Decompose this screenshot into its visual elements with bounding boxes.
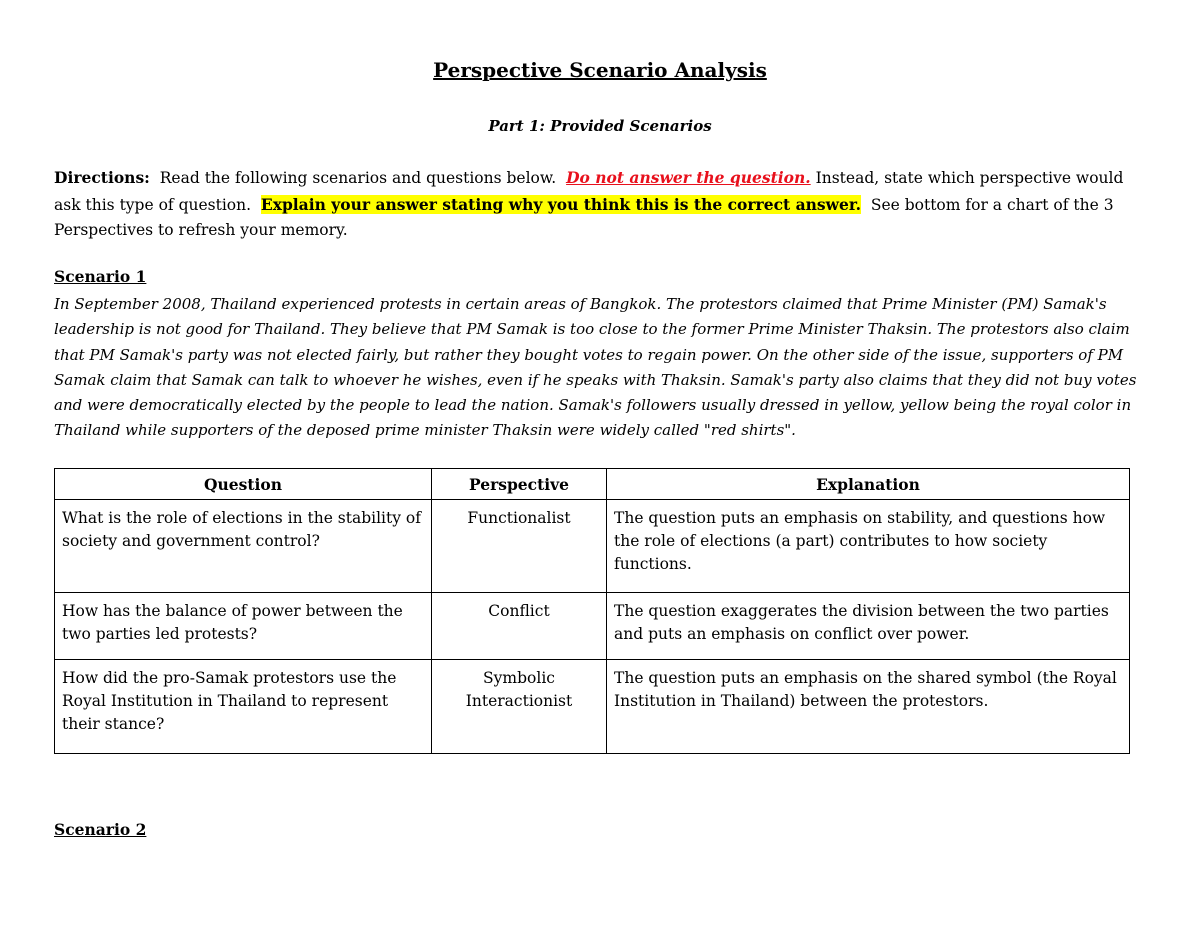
row-explanation: The question exaggerates the division between the two parties and puts an emphasis on conflict over power. xyxy=(607,593,1130,660)
row-perspective: Conflict xyxy=(432,593,607,660)
table-row xyxy=(55,593,1130,660)
table-row xyxy=(55,500,1130,593)
row-explanation: The question puts an emphasis on the shared symbol (the Royal Institution in Thailand) between the protestors. xyxy=(607,660,1130,754)
scenario-2-heading: Scenario 2 xyxy=(54,820,147,839)
scenario-1-heading: Scenario 1 xyxy=(54,267,147,286)
directions-paragraph xyxy=(54,165,1144,244)
perspective-table xyxy=(54,468,1130,754)
row-question: How has the balance of power between the two parties led protests? xyxy=(55,593,432,660)
scenario-1-text: In September 2008, Thailand experienced protests in certain areas of Bangkok. The protestors claimed that Prime Minister (PM) Samak's leadership is not good for Thailand. They believe that PM Samak is too close to the former Prime Minister Thaksin. The protestors also claim that PM Samak's party was not elected fairly, but rather they bought votes to regain power. On the other side of the issue, supporters of PM Samak claim that Samak can talk to whoever he wishes, even if he speaks with Thaksin. Samak's party also claims that they did not buy votes and were democratically elected by the people to lead the nation. Samak's followers usually dressed in yellow, yellow being the royal color in Thailand while supporters of the deposed prime minister Thaksin were widely called "red shirts". xyxy=(54,295,1137,440)
row-question: How did the pro-Samak protestors use the Royal Institution in Thailand to represent their stance? xyxy=(55,660,432,754)
directions-text-3: See bottom for a chart of the 3 Perspectives to refresh your memory. xyxy=(54,195,1114,239)
header-question: Question xyxy=(55,469,432,500)
table-row xyxy=(55,660,1130,754)
row-perspective: Symbolic Interactionist xyxy=(432,660,607,754)
row-perspective: Functionalist xyxy=(432,500,607,593)
directions-text-1: Read the following scenarios and questions below. xyxy=(159,169,557,187)
header-explanation: Explanation xyxy=(607,469,1130,500)
part-subtitle: Part 1: Provided Scenarios xyxy=(488,117,712,135)
header-perspective: Perspective xyxy=(432,469,607,500)
row-question: What is the role of elections in the stability of society and government control? xyxy=(55,500,432,593)
page-title: Perspective Scenario Analysis xyxy=(433,58,767,82)
directions-text-2: Instead, state which perspective would ask this type of question. xyxy=(54,169,1124,214)
table-header-row xyxy=(55,469,1130,500)
row-explanation: The question puts an emphasis on stability, and questions how the role of elections (a part) contributes to how society functions. xyxy=(607,500,1130,593)
directions-label: Directions: xyxy=(54,168,150,187)
directions-warning: Do not answer the question. xyxy=(566,168,811,187)
directions-highlight: Explain your answer stating why you think this is the correct answer. xyxy=(260,194,861,214)
